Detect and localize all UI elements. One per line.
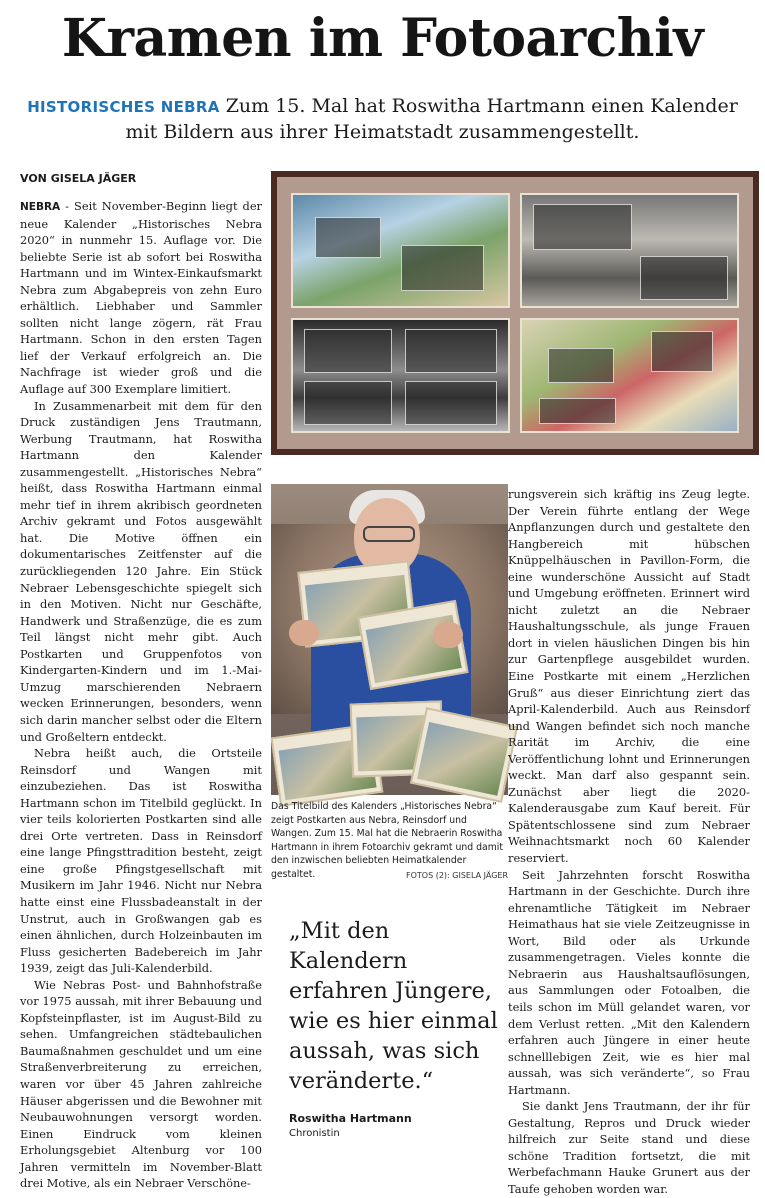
photo-credit: FOTOS (2): GISELA JÄGER [406,870,508,880]
quote-author-role: Chronistin [289,1128,340,1139]
photo-caption [271,800,508,883]
calendar-shape [410,707,518,803]
article-paragraph: Wie Nebras Post- und Bahnhofstraße vor 1975 aussah, mit ihrer Bebauung und Kopfsteinpflaster, ist im August-Bild zu sehen. Umfangreichen städtebaulichen Baumaßnahmen geschuldet und um eine Straßenverbreiterung zu erreichen, waren vor über 45 Jahren zahlreiche Häuser abgerissen und die Bewohner mit Neubauwohnungen versorgt worden. Einen Eindruck vom kleinen Erholungsgebiet Altenburg vor 100 Jahren vermitteln im November-Blatt drei Motive, als ein Nebraer Verschöne- [20,977,262,1191]
article-paragraph: Seit Jahrzehnten forscht Roswitha Hartmann in der Geschichte. Durch ihre ehrenamtliche Tätigkeit im Nebraer Heimathaus hat sie viele Zeitzeugnisse in Wort, Bild oder als Urkunde zusammengetragen. Vieles konnte die Nebraerin aus Haushaltsauflösungen, aus Sammlungen oder Fotoalben, die teils schon im Müll gelandet waren, vor dem Verlust retten. „Mit den Kalendern erfahren auch Jüngere in einer heute schnelllebigen Zeit, wie es hier mal aussah, was sich veränderte“, so Frau Hartmann. [508,867,750,1097]
hand-shape [433,622,463,648]
hand-shape [289,620,319,646]
photo-mat [277,177,753,449]
postcard-image [291,318,510,433]
kicker: HISTORISCHES NEBRA [27,98,220,116]
article-paragraph: rungsverein sich kräftig ins Zeug legte. Der Verein führte entlang der Wege Anpflanzungen durch und gestaltete den Hangbereich mit hübschen Knüppelhäuschen in Pavillon-Form, die eine wunderschöne Aussicht auf Stadt und Umgebung eröffneten. Erinnert wird nicht zuletzt an die Nebraer Haushaltungsschule, als junge Frauen dort in vielen häuslichen Dingen bis hin zur Gartenpflege ausgebildet wurden. Eine Postkarte mit einem „Herzlichen Gruß“ aus dieser Einrichtung ziert das April-Kalenderbild. Auch aus Reinsdorf und Wangen befindet sich noch manche Rarität im Archiv, die eine Veröffentlichung lohnt und Erinnerungen weckt. Man darf also gespannt sein. Zunächst aber liegt die 2020-Kalenderausgabe zum Kauf bereit. Für Spätentschlossene sind zum Nebraer Weihnachtsmarkt noch 60 Kalender reserviert. [508,487,750,866]
glasses-shape [363,526,415,542]
subheadline [20,94,745,145]
article-paragraph: NEBRA - Seit November-Beginn liegt der neue Kalender „Historisches Nebra 2020“ in nunmehr 15. Auflage vor. Die beliebte Serie ist ab sofort bei Roswitha Hartmann und im Wintex-Einkaufsmarkt Nebra zum Abgabepreis von zehn Euro erhältlich. Liebhaber und Sammler sollten nicht lange zögern, rät Frau Hartmann. Schon in den ersten Tagen lief der Verkauf erfolgreich an. Die Nachfrage ist wieder groß und die Auflage auf 300 Exemplare limitiert. [20,199,262,397]
postcard-image [520,318,739,433]
postcard-image [291,193,510,308]
article-paragraph: Nebra heißt auch, die Ortsteile Reinsdorf und Wangen mit einzubeziehen. Das ist Roswitha Hartmann schon im Titelbild geglückt. In vier teils kolorierten Postkarten sind alle drei Orte vertreten. Dass in Reinsdorf eine lange Pfingsttradition besteht, zeigt eine große Pfingstgesellschaft mit Musikern im Jahr 1946. Nicht nur Nebra hatte einst eine Flussbadeanstalt in der Unstrut, auch in Großwangen gab es einen ähnlichen, durch Holzeinbauten im Fluss gesicherten Badebereich im Jahr 1939, zeigt das Juli-Kalenderbild. [20,746,262,976]
caption-text: Das Titelbild des Kalenders „Historisches Nebra“ zeigt Postkarten aus Nebra, Reinsdorf und Wangen. Zum 15. Mal hat die Nebraerin Roswitha Hartmann in ihrem Fotoarchiv gekramt und damit den inzwischen beliebten Heimatkalender gestaltet. [271,801,504,880]
byline: VON GISELA JÄGER [20,172,137,185]
headline: Kramen im Fotoarchiv [61,8,704,69]
pull-quote: „Mit den Kalendern erfahren Jüngere, wie es hier einmal aussah, was sich veränderte.“ [289,918,498,1094]
article-paragraph: In Zusammenarbeit mit dem für den Druck zuständigen Jens Trautmann, Werbung Trautmann, hat Roswitha Hartmann den Kalender zusammengestellt. „Historisches Nebra“ heißt, dass Roswitha Hartmann einmal mehr tief in ihrem akribisch geordneten Archiv gekramt und Fotos ausgewählt hat. Die Motive öffnen ein dokumentarisches Zeitfenster auf die zurückliegenden 120 Jahre. Ein Stück Nebraer Lebensgeschichte spiegelt sich in den Motiven. Nicht nur Geschäfte, Handwerk und Straßenzüge, die es zum Teil längst nicht mehr gibt. Auch Postkarten und Gruppenfotos von Kindergarten-Kindern und im 1.-Mai-Umzug marschierenden Nebraern wecken Erinnerungen, besonders, wenn sich darin mancher selbst oder die Eltern und Großeltern entdeckt. [20,398,262,744]
article-column-3 [508,486,750,1196]
article-column-1 [20,198,262,1191]
calendar-cover-photo [271,171,759,455]
quote-author: Roswitha Hartmann [289,1112,412,1125]
postcard-image [520,193,739,308]
subheadline-text: Zum 15. Mal hat Roswitha Hartmann einen Kalender mit Bildern aus ihrer Heimatstadt zusammengestellt. [125,95,738,143]
portrait-photo [271,484,508,795]
lead-word: NEBRA [20,201,61,213]
article-paragraph: Sie dankt Jens Trautmann, der ihr für Gestaltung, Repros und Druck wieder hilfreich zur Seite stand und diese schöne Tradition fortsetzt, die mit Werbefachmann Hauke Grunert aus der Taufe gehoben worden war. [508,1099,750,1196]
